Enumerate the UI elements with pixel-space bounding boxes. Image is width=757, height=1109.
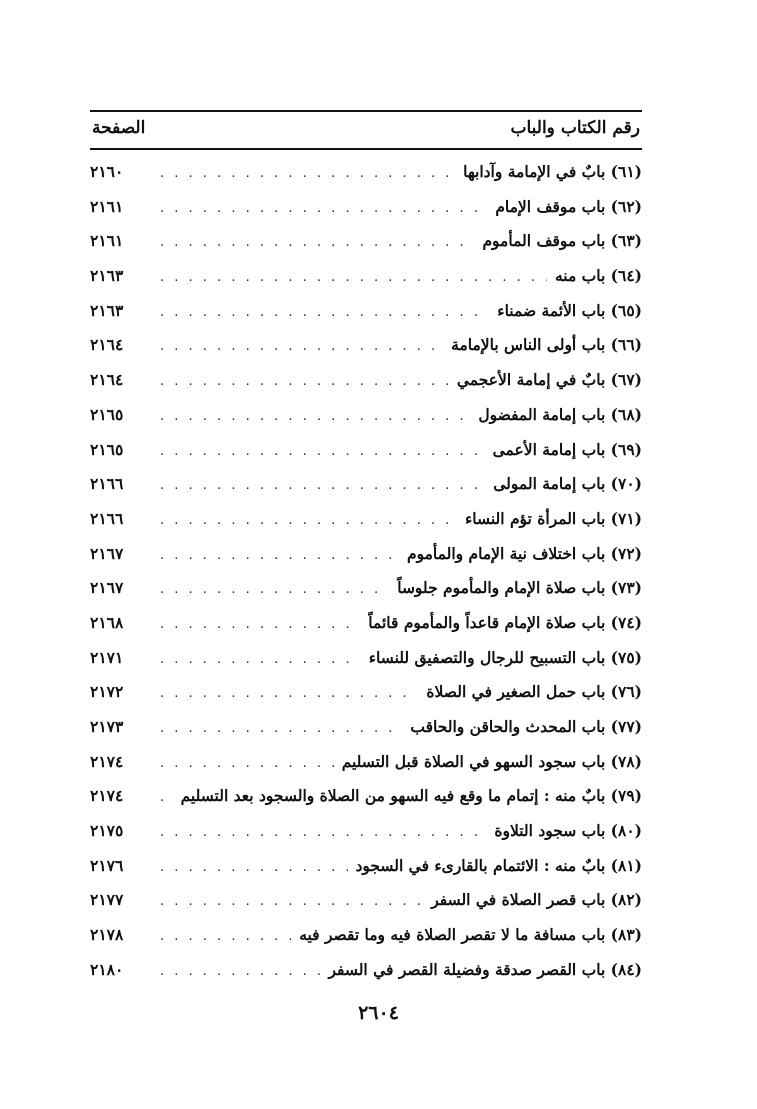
toc-entry-page: ٢١٧٣ bbox=[90, 717, 124, 736]
toc-entry-title: (٧٢) باب اختلاف نية الإمام والمأموم bbox=[407, 543, 642, 563]
toc-entry-page: ٢١٧٤ bbox=[90, 751, 124, 771]
table-header bbox=[90, 110, 642, 150]
toc-entry bbox=[90, 440, 642, 475]
toc-entry bbox=[90, 682, 642, 717]
dot-leader bbox=[160, 339, 443, 354]
dot-leader bbox=[160, 686, 418, 701]
toc-entry-page: ٢١٦٨ bbox=[90, 612, 124, 632]
toc-entry bbox=[90, 786, 642, 821]
toc-entry-title: (٦١) بابٌ في الإمامة وآدابها bbox=[463, 162, 642, 181]
toc-entry-page: ٢١٦٧ bbox=[90, 543, 124, 563]
toc-entry-page: ٢١٦٥ bbox=[90, 404, 124, 424]
toc-entry-title: (٦٩) باب إمامة الأعمى bbox=[492, 439, 642, 459]
toc-entry-page: ٢١٧٧ bbox=[90, 890, 124, 910]
toc-entry bbox=[90, 648, 642, 683]
toc-entry-page: ٢١٦٦ bbox=[90, 508, 124, 528]
toc-entry bbox=[90, 925, 642, 960]
toc-entry-page: ٢١٧٤ bbox=[90, 786, 124, 806]
toc-entry-title: (٧٦) باب حمل الصغير في الصلاة bbox=[426, 682, 642, 702]
toc-entry-page: ٢١٧٨ bbox=[90, 925, 124, 945]
toc-entry bbox=[90, 370, 642, 405]
toc-entry-title: (٧٤) باب صلاة الإمام قاعداً والمأموم قائماً bbox=[368, 612, 642, 632]
dot-leader bbox=[160, 860, 348, 875]
toc-entry bbox=[90, 613, 642, 648]
dot-leader bbox=[160, 374, 449, 389]
toc-entry bbox=[90, 890, 642, 925]
toc-entry bbox=[90, 821, 642, 856]
toc-entry-page: ٢١٦٣ bbox=[90, 266, 124, 286]
toc-entry-title: (٨٤) باب القصر صدقة وفضيلة القصر في السفر bbox=[328, 959, 642, 979]
toc-entry-title: (٧٨) باب سجود السهو في الصلاة قبل التسليم bbox=[341, 751, 642, 771]
dot-leader bbox=[160, 201, 487, 216]
toc-entry-title: (٧٣) باب صلاة الإمام والمأموم جلوساً bbox=[397, 578, 642, 598]
toc-entry bbox=[90, 405, 642, 440]
toc-entry-page: ٢١٦١ bbox=[90, 196, 124, 216]
page-number: ٢٦٠٤ bbox=[358, 1002, 399, 1024]
toc-entry-page: ٢١٦٥ bbox=[90, 439, 124, 459]
dot-leader bbox=[160, 582, 389, 597]
dot-leader bbox=[160, 617, 360, 632]
toc-entry-title: (٨٣) باب مسافة ما لا تقصر الصلاة فيه وما تقصر فيه bbox=[299, 925, 642, 945]
dot-leader bbox=[160, 756, 334, 771]
dot-leader bbox=[160, 652, 361, 667]
toc-entry-title: (٦٤) باب منه bbox=[554, 266, 642, 286]
toc-entry bbox=[90, 474, 642, 509]
dot-leader bbox=[160, 478, 485, 493]
toc-entry-title: (٨٢) باب قصر الصلاة في السفر bbox=[431, 890, 642, 910]
toc-entry bbox=[90, 578, 642, 613]
contents-column-heading: رقم الكتاب والباب bbox=[510, 118, 640, 138]
dot-leader bbox=[160, 513, 457, 528]
toc-entry-page: ٢١٨٠ bbox=[90, 959, 124, 979]
dot-leader bbox=[160, 721, 402, 736]
toc-entry-page: ٢١٦٠ bbox=[90, 162, 124, 181]
toc-entry-title: (٧١) باب المرأة تؤم النساء bbox=[465, 508, 642, 528]
toc-entry bbox=[90, 717, 642, 752]
dot-leader bbox=[160, 235, 474, 250]
toc-list bbox=[90, 162, 642, 995]
toc-entry-page: ٢١٧٢ bbox=[90, 682, 124, 702]
dot-leader bbox=[160, 929, 291, 944]
toc-entry bbox=[90, 197, 642, 232]
toc-entry-title: (٦٥) باب الأئمة ضمناء bbox=[497, 300, 642, 320]
toc-entry bbox=[90, 231, 642, 266]
toc-entry bbox=[90, 335, 642, 370]
toc-entry-page: ٢١٦٣ bbox=[90, 300, 124, 320]
dot-leader bbox=[160, 964, 320, 979]
page-column-heading: الصفحة bbox=[92, 118, 146, 138]
toc-entry bbox=[90, 960, 642, 995]
toc-entry bbox=[90, 544, 642, 579]
toc-entry-title: (٧٩) بابٌ منه : إتمام ما وقع فيه السهو من الصلاة والسجود بعد التسليم bbox=[180, 786, 642, 806]
toc-entry-page: ٢١٦١ bbox=[90, 231, 124, 251]
dot-leader bbox=[160, 166, 455, 181]
toc-entry bbox=[90, 301, 642, 336]
dot-leader bbox=[160, 444, 485, 459]
toc-entry-title: (٦٣) باب موقف المأموم bbox=[482, 231, 642, 251]
toc-entry-title: (٧٠) باب إمامة المولى bbox=[493, 474, 642, 494]
dot-leader bbox=[160, 409, 470, 424]
toc-entry-title: (٦٢) باب موقف الإمام bbox=[495, 196, 642, 216]
dot-leader bbox=[160, 790, 173, 805]
toc-entry bbox=[90, 752, 642, 787]
toc-entry-page: ٢١٧١ bbox=[90, 647, 124, 667]
toc-entry-title: (٨٠) باب سجود التلاوة bbox=[494, 821, 642, 841]
toc-entry-title: (٧٥) باب التسبيح للرجال والتصفيق للنساء bbox=[368, 647, 642, 667]
toc-page bbox=[90, 110, 642, 979]
toc-entry-page: ٢١٧٦ bbox=[90, 855, 124, 875]
toc-entry bbox=[90, 162, 642, 197]
dot-leader bbox=[160, 825, 486, 840]
toc-entry-page: ٢١٦٧ bbox=[90, 578, 124, 598]
toc-entry-page: ٢١٦٦ bbox=[90, 474, 124, 494]
toc-entry-title: (٧٧) باب المحدث والحاقن والحاقب bbox=[410, 717, 642, 736]
dot-leader bbox=[160, 894, 423, 909]
dot-leader bbox=[160, 305, 489, 320]
dot-leader bbox=[160, 548, 399, 563]
toc-entry-page: ٢١٧٥ bbox=[90, 821, 124, 841]
toc-entry bbox=[90, 266, 642, 301]
toc-entry bbox=[90, 856, 642, 891]
dot-leader bbox=[160, 270, 547, 285]
toc-entry-page: ٢١٦٤ bbox=[90, 370, 124, 390]
toc-entry-title: (٦٨) باب إمامة المفضول bbox=[478, 404, 642, 424]
toc-entry-page: ٢١٦٤ bbox=[90, 335, 124, 355]
toc-entry bbox=[90, 509, 642, 544]
toc-entry-title: (٦٦) باب أولى الناس بالإمامة bbox=[451, 335, 642, 355]
toc-entry-title: (٨١) بابٌ منه : الائتمام بالقارىء في السجود bbox=[355, 855, 642, 875]
toc-entry-title: (٦٧) بابٌ في إمامة الأعجمي bbox=[456, 370, 642, 390]
